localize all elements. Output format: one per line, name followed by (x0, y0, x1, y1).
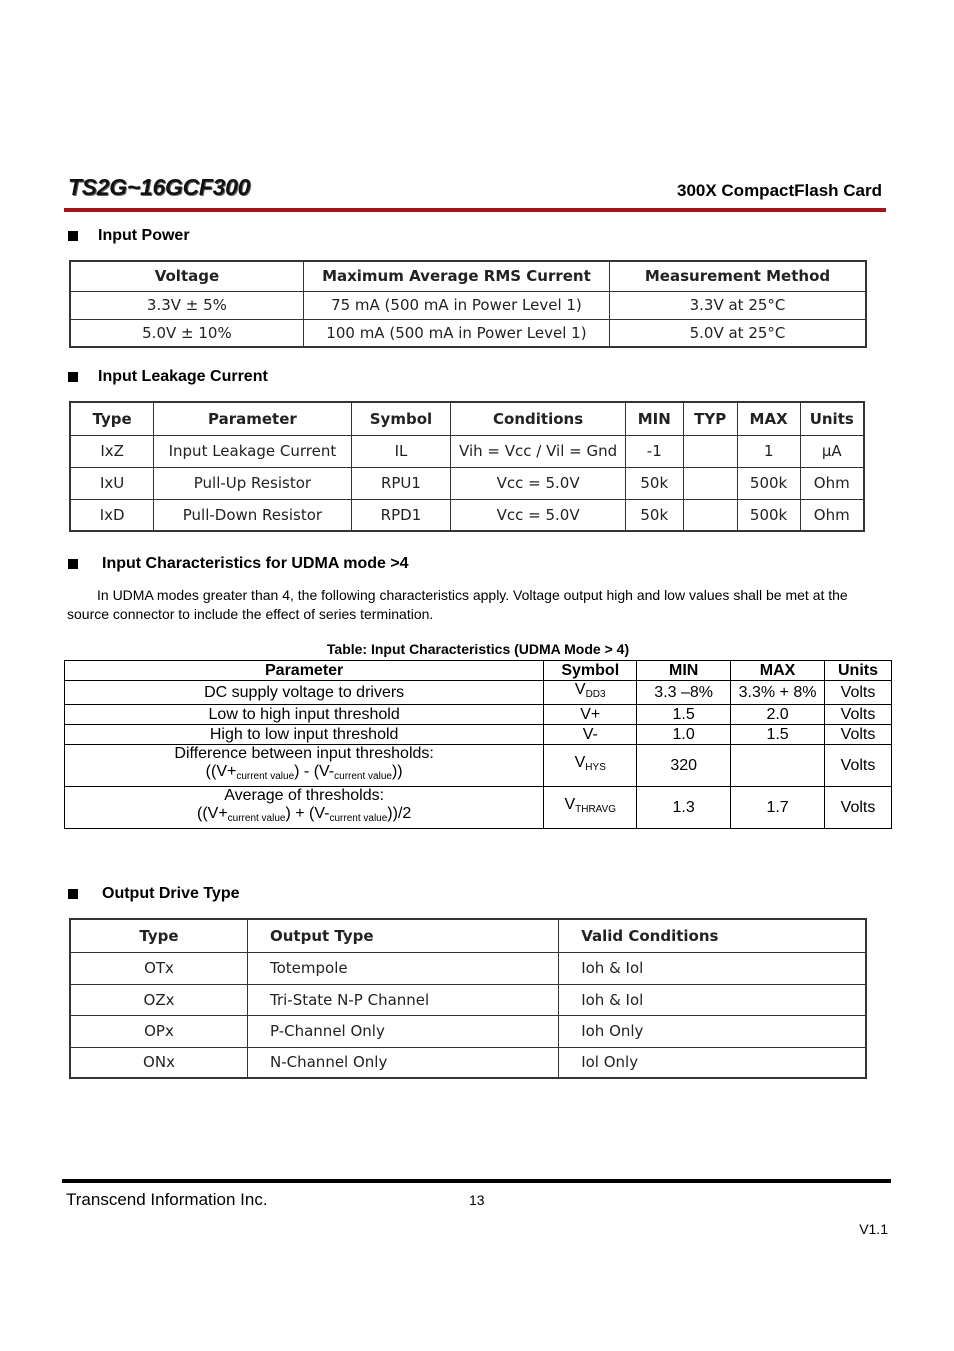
column-header: Conditions (451, 402, 625, 435)
udma-paragraph: In UDMA modes greater than 4, the following characteristics apply. Voltage output high and low values shall be met at the source connector to include the effect of series termination. (67, 587, 848, 622)
table-row (65, 705, 892, 725)
table-cell: Vih = Vcc / Vil = Gnd (451, 435, 625, 467)
section-heading-label: Input Leakage Current (98, 368, 268, 385)
table-cell: 1 (737, 435, 800, 467)
table-cell: 1.7 (731, 787, 825, 829)
table-cell: RPD1 (351, 499, 451, 531)
formula-subscript: current value (227, 813, 286, 824)
table-cell: µA (800, 435, 864, 467)
table-row (70, 435, 864, 467)
table-cell: -1 (625, 435, 683, 467)
table-cell: Input Leakage Current (154, 435, 351, 467)
formula-part: ((V+ (196, 805, 228, 822)
table-cell-symbol (544, 787, 637, 829)
table-cell: 500k (737, 467, 800, 499)
column-header: Voltage (70, 261, 303, 291)
table-cell: 1.5 (731, 725, 825, 745)
table-cell: Pull-Down Resistor (154, 499, 351, 531)
parameter-label: Average of thresholds: (224, 787, 385, 804)
table-cell: Volts (825, 725, 892, 745)
square-bullet-icon (68, 889, 78, 899)
table-cell: OZx (70, 984, 248, 1015)
table-row (65, 787, 892, 829)
table-cell: V- (544, 725, 637, 745)
table-row (70, 952, 866, 984)
table-cell: IL (351, 435, 451, 467)
table-cell: Ioh & Iol (559, 984, 866, 1015)
table-cell: 320 (637, 745, 731, 787)
table-cell: V+ (544, 705, 637, 725)
table-cell: 5.0V at 25°C (610, 319, 867, 347)
symbol-subscript: DD3 (585, 689, 606, 700)
table-cell: High to low input threshold (65, 725, 544, 745)
table-cell-formula (65, 787, 544, 829)
formula-subscript: current value (329, 813, 388, 824)
table-cell: IxZ (70, 435, 154, 467)
column-header: Output Type (248, 919, 559, 952)
formula-subscript: current value (334, 771, 392, 782)
table-cell: 500k (737, 499, 800, 531)
input-power-table (69, 260, 867, 348)
table-row (65, 725, 892, 745)
page-number: 13 (469, 1192, 485, 1208)
formula-subscript: current value (236, 771, 295, 782)
column-header: Valid Conditions (559, 919, 866, 952)
square-bullet-icon (68, 372, 78, 382)
table-cell: OTx (70, 952, 248, 984)
formula-part: ))/2 (387, 805, 412, 822)
table-row (70, 467, 864, 499)
input-leakage-table (69, 401, 865, 532)
section-heading-label: Input Power (98, 227, 190, 244)
table-row (70, 1015, 866, 1047)
square-bullet-icon (68, 559, 78, 569)
table-cell: Volts (825, 745, 892, 787)
column-header: Type (70, 402, 154, 435)
section-heading-label: Output Drive Type (102, 885, 240, 902)
column-header: Type (70, 919, 248, 952)
table-cell: 50k (625, 499, 683, 531)
table-cell (683, 435, 737, 467)
document-title: TS2G~16GCF300 (68, 174, 251, 200)
table-cell: Volts (825, 705, 892, 725)
table-row (70, 984, 866, 1015)
column-header: Parameter (154, 402, 351, 435)
table-cell: Volts (825, 787, 892, 829)
table-row (70, 1047, 866, 1078)
table-cell: N-Channel Only (248, 1047, 559, 1078)
column-header: MAX (737, 402, 800, 435)
table-cell: 3.3V ± 5% (70, 291, 303, 319)
table-header-row (65, 661, 892, 681)
column-header: MIN (625, 402, 683, 435)
column-header: Units (800, 402, 864, 435)
table-row (65, 745, 892, 787)
formula (68, 763, 540, 786)
table-cell: Iol Only (559, 1047, 866, 1078)
section-heading-udma (68, 555, 409, 573)
udma-table (64, 660, 892, 829)
table-cell: Vcc = 5.0V (451, 499, 625, 531)
footer-rule (62, 1179, 891, 1183)
table-cell: 5.0V ± 10% (70, 319, 303, 347)
table-cell (683, 467, 737, 499)
output-drive-table (69, 918, 867, 1079)
table-row (70, 319, 866, 347)
section-heading-label: Input Characteristics for UDMA mode >4 (102, 555, 409, 572)
table-cell: Pull-Up Resistor (154, 467, 351, 499)
table-cell: Ioh Only (559, 1015, 866, 1047)
table-cell: Tri-State N-P Channel (248, 984, 559, 1015)
table-header-row (70, 919, 866, 952)
column-header: Measurement Method (610, 261, 867, 291)
table-cell: Low to high input threshold (65, 705, 544, 725)
table-cell: 1.5 (637, 705, 731, 725)
table-cell: P-Channel Only (248, 1015, 559, 1047)
table-header-row (70, 261, 866, 291)
table-header-row (70, 402, 864, 435)
column-header: Maximum Average RMS Current (303, 261, 609, 291)
table-cell: ONx (70, 1047, 248, 1078)
formula-part: )) (391, 763, 403, 780)
section-heading-input-leakage (68, 368, 268, 386)
table-cell: OPx (70, 1015, 248, 1047)
table-row (70, 499, 864, 531)
column-header: Parameter (65, 661, 544, 681)
symbol-base: V (574, 681, 586, 698)
table-cell: 50k (625, 467, 683, 499)
document-subtitle: 300X CompactFlash Card (676, 181, 882, 200)
table-cell: RPU1 (351, 467, 451, 499)
table-cell-symbol (544, 745, 637, 787)
table-cell-symbol (544, 681, 637, 705)
table-cell: 1.3 (637, 787, 731, 829)
section-heading-input-power (68, 227, 190, 245)
table-cell: Vcc = 5.0V (451, 467, 625, 499)
formula-part: ) + (V- (285, 805, 330, 822)
table-cell: IxU (70, 467, 154, 499)
square-bullet-icon (68, 231, 78, 241)
table-cell: 3.3 –8% (637, 681, 731, 705)
table-cell: 100 mA (500 mA in Power Level 1) (303, 319, 609, 347)
table-row (70, 291, 866, 319)
column-header: TYP (683, 402, 737, 435)
header-rule (64, 208, 886, 212)
table-cell: Ohm (800, 499, 864, 531)
table-row (65, 681, 892, 705)
table-cell: IxD (70, 499, 154, 531)
symbol-base: V (574, 754, 586, 771)
table-cell-formula (65, 745, 544, 787)
column-header: Symbol (351, 402, 451, 435)
table-cell: 1.0 (637, 725, 731, 745)
formula-part: ) - (V- (294, 763, 335, 780)
table-cell: Totempole (248, 952, 559, 984)
table-cell: 2.0 (731, 705, 825, 725)
symbol-subscript: THRAVG (575, 804, 617, 815)
symbol-subscript: HYS (585, 762, 606, 773)
column-header: Symbol (544, 661, 637, 681)
table-cell (683, 499, 737, 531)
table-cell (731, 745, 825, 787)
table-cell: 3.3V at 25°C (610, 291, 867, 319)
table-cell: 3.3% + 8% (731, 681, 825, 705)
footer-company: Transcend Information Inc. (66, 1190, 268, 1209)
column-header: MIN (637, 661, 731, 681)
column-header: Units (825, 661, 892, 681)
parameter-label: Difference between input thresholds: (174, 745, 434, 762)
table-cell: DC supply voltage to drivers (65, 681, 544, 705)
symbol-base: V (564, 796, 576, 813)
table-cell: 75 mA (500 mA in Power Level 1) (303, 291, 609, 319)
formula (68, 805, 540, 828)
table-caption: Table: Input Characteristics (UDMA Mode > 4) (326, 641, 630, 657)
version-label: V1.1 (859, 1221, 888, 1237)
table-cell: Ioh & Iol (559, 952, 866, 984)
formula-part: ((V+ (205, 763, 237, 780)
section-heading-output-drive (68, 885, 240, 903)
table-cell: Ohm (800, 467, 864, 499)
table-cell: Volts (825, 681, 892, 705)
column-header: MAX (731, 661, 825, 681)
